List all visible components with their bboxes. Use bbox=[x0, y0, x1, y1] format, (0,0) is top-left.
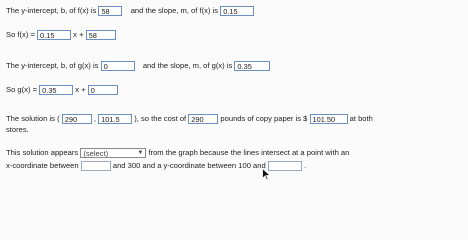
text-stores: stores. bbox=[6, 125, 29, 134]
text-g-x-plus: x + bbox=[75, 85, 86, 94]
input-b-g[interactable]: 0 bbox=[101, 61, 135, 71]
input-m-g[interactable]: 0.35 bbox=[234, 61, 270, 71]
select-appears-value: (select) bbox=[83, 149, 109, 158]
input-quantity[interactable]: 290 bbox=[188, 114, 218, 124]
input-m-f[interactable]: 0.15 bbox=[220, 6, 254, 16]
select-appears[interactable] bbox=[80, 148, 146, 158]
line-intercept-f bbox=[6, 5, 254, 16]
text-from-graph: from the graph because the lines intersect at a point with an bbox=[148, 148, 350, 157]
input-y-upper[interactable] bbox=[268, 161, 302, 171]
text-pounds-label: pounds of copy paper is $ bbox=[220, 114, 308, 123]
line-intercept-g bbox=[6, 60, 270, 71]
input-cost[interactable]: 101.50 bbox=[310, 114, 348, 124]
input-f-b[interactable]: 58 bbox=[86, 30, 116, 40]
line-solution bbox=[6, 113, 373, 124]
text-slope-f-label: and the slope, m, of f(x) is bbox=[130, 6, 219, 15]
input-solution-x[interactable]: 290 bbox=[62, 114, 92, 124]
text-x-coordinate-between: x-coordinate between bbox=[6, 161, 79, 170]
line-g-equation bbox=[6, 84, 118, 95]
line-f-equation bbox=[6, 29, 116, 40]
text-at-both: at both bbox=[349, 114, 373, 123]
input-solution-y[interactable]: 101.5 bbox=[98, 114, 132, 124]
text-g-equals: So g(x) = bbox=[6, 85, 38, 94]
text-y-coordinate-between: and 300 and a y-coordinate between 100 and bbox=[112, 161, 266, 170]
text-cost-label: ), so the cost of bbox=[134, 114, 187, 123]
input-f-m[interactable]: 0.15 bbox=[37, 30, 71, 40]
text-intercept-f-label: The y-intercept, b, of f(x) is bbox=[6, 6, 97, 15]
text-intercept-g-label: The y-intercept, b, of g(x) is bbox=[6, 61, 99, 70]
text-f-x-plus: x + bbox=[73, 30, 84, 39]
text-solution-label: The solution is ( bbox=[6, 114, 60, 123]
input-b-f[interactable]: 58 bbox=[98, 6, 122, 16]
input-g-m[interactable]: 0.35 bbox=[39, 85, 73, 95]
line-solution-cont bbox=[6, 124, 29, 135]
line-appears bbox=[6, 147, 349, 158]
input-g-b[interactable]: 0 bbox=[88, 85, 118, 95]
text-appears-label: This solution appears bbox=[6, 148, 79, 157]
text-slope-g-label: and the slope, m, of g(x) is bbox=[142, 61, 233, 70]
text-f-equals: So f(x) = bbox=[6, 30, 35, 39]
text-comma: , bbox=[93, 114, 96, 123]
input-x-lower[interactable] bbox=[81, 161, 111, 171]
text-period: . bbox=[303, 161, 307, 170]
chevron-down-icon: ▼ bbox=[137, 150, 144, 156]
